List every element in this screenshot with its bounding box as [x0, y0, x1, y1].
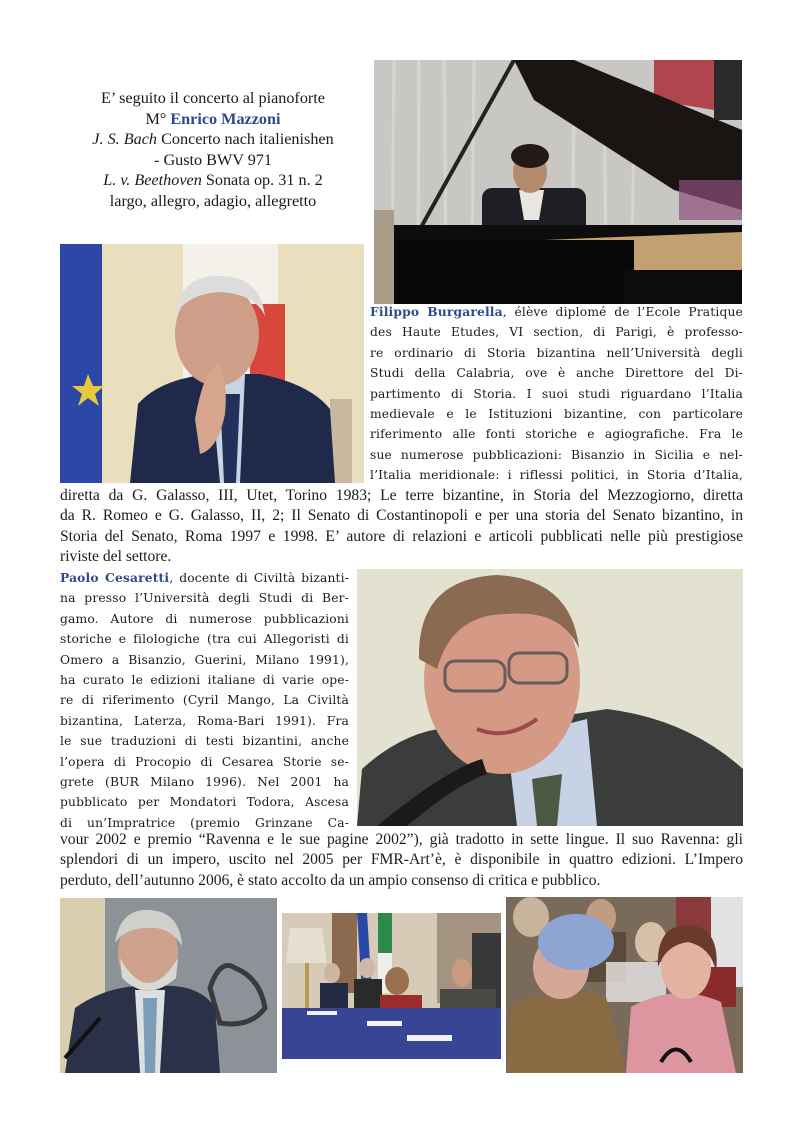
- bio-line: ha curato le edizioni italiane di varie ope-: [60, 673, 349, 688]
- cesaretti-name: Paolo Cesaretti: [60, 570, 170, 585]
- bio-line: Filippo Burgarella, élève diplomé de l’Ecole Pratique: [370, 304, 743, 319]
- piece1-detail: - Gusto BWV 971: [154, 150, 272, 169]
- bio-line: sue numerose pubblicazioni: Bisanzio in Sicilia e nel-: [370, 447, 743, 462]
- piece2-title: Sonata op. 31 n. 2: [205, 171, 323, 190]
- bio-line: grete (BUR Milano 1996). Nel 2001 ha: [60, 775, 349, 790]
- bio-line: gamo. Autore di numerose pubblicazioni: [60, 611, 349, 626]
- concert-program: [60, 88, 366, 212]
- bio-line: Omero a Bisanzio, Guerini, Milano 1991),: [60, 652, 349, 667]
- bio-line: riferimento alle fonti storiche e agiografiche. Fra le: [370, 427, 743, 442]
- bio-line: des Haute Etudes, VI section, di Parigi, è professo-: [370, 325, 743, 340]
- concert-performer: [60, 109, 366, 130]
- burgarella-name: Filippo Burgarella: [370, 304, 503, 319]
- bio-line: l’Italia meridionale: i riflessi politici, in Storia d’Italia,: [370, 468, 743, 483]
- bio-line: partimento di Storia. I suoi studi riguardano l’Italia: [370, 386, 743, 401]
- bio-line: di un’Impratrice (premio Grinzane Ca-: [60, 815, 349, 830]
- bio-line: da R. Romeo e G. Galasso, II, 2; Il Senato di Costantinopoli e per una storia del Senato bizantino, in: [60, 507, 743, 525]
- photo-audience: [506, 897, 743, 1073]
- bio-line: pubblicato per Mondatori Todora, Ascesa: [60, 795, 349, 810]
- bio-line: riviste del settore.: [60, 548, 172, 566]
- burgarella-bio-wide: [60, 486, 743, 568]
- photo-cesaretti: [357, 569, 743, 826]
- bio-line: diretta da G. Galasso, III, Utet, Torino 1983; Le terre bizantine, in Storia del Mezzogiorno, diretta: [60, 487, 743, 504]
- piece1-composer: J. S. Bach: [92, 130, 158, 149]
- bio-line: vour 2002 e premio “Ravenna e le sue pagine 2002”), già tradotto in sette lingue. Il suo Ravenna: gli: [60, 831, 743, 848]
- photo-bearded-speaker: [60, 898, 277, 1073]
- bio-line: na presso l’Università degli Studi di Ber-: [60, 591, 349, 606]
- bio-line: Studi della Calabria, ove è anche Direttore del Di-: [370, 366, 743, 381]
- piece1-title: Concerto nach italienishen: [161, 130, 334, 149]
- piece2-composer: L. v. Beethoven: [103, 171, 202, 190]
- bio-line: storiche e filologiche (tra cui Allegoristi di: [60, 632, 349, 647]
- bio-line: re ordinario di Storia bizantina nell’Università degli: [370, 345, 743, 360]
- bio-line: Storia del Senato, Roma 1997 e 1998. E’ autore di relazioni e articoli pubblicati nelle più prestigiose: [60, 527, 743, 545]
- concert-piece-1: [60, 129, 366, 150]
- photo-pianist: [374, 60, 742, 304]
- piece2-movements: largo, allegro, adagio, allegretto: [109, 191, 317, 210]
- bio-line: l’opera di Procopio di Cesarea Storie se-: [60, 754, 349, 769]
- concert-piece-2: [60, 170, 366, 191]
- photo-burgarella: [60, 244, 364, 483]
- bio-line: perduto, dell’autunno 2006, è stato accolto da un ampio consenso di critica e pubblico.: [60, 871, 601, 889]
- performer-name: Enrico Mazzoni: [170, 109, 281, 128]
- bio-line: le sue traduzioni di testi bizantini, anche: [60, 734, 349, 749]
- concert-intro: E’ seguito il concerto al pianoforte: [101, 89, 325, 107]
- burgarella-bio-narrow: [370, 302, 743, 486]
- photo-panel-table: [282, 913, 501, 1059]
- performer-prefix: M°: [145, 109, 167, 128]
- bio-line: bizantina, Laterza, Roma-Bari 1991). Fra: [60, 713, 349, 728]
- bio-line: re di riferimento (Cyril Mango, La Civiltà: [60, 693, 349, 708]
- bio-line: medievale e le Istituzioni bizantine, con particolare: [370, 407, 743, 422]
- cesaretti-bio-wide: [60, 830, 743, 891]
- bio-line: Paolo Cesaretti, docente di Civiltà bizanti-: [60, 570, 349, 585]
- bio-line: splendori di un impero, uscito nel 2005 per FMR-Art’è, è disponibile in quattro edizioni. L’Impero: [60, 851, 743, 869]
- cesaretti-bio-narrow: [60, 568, 349, 833]
